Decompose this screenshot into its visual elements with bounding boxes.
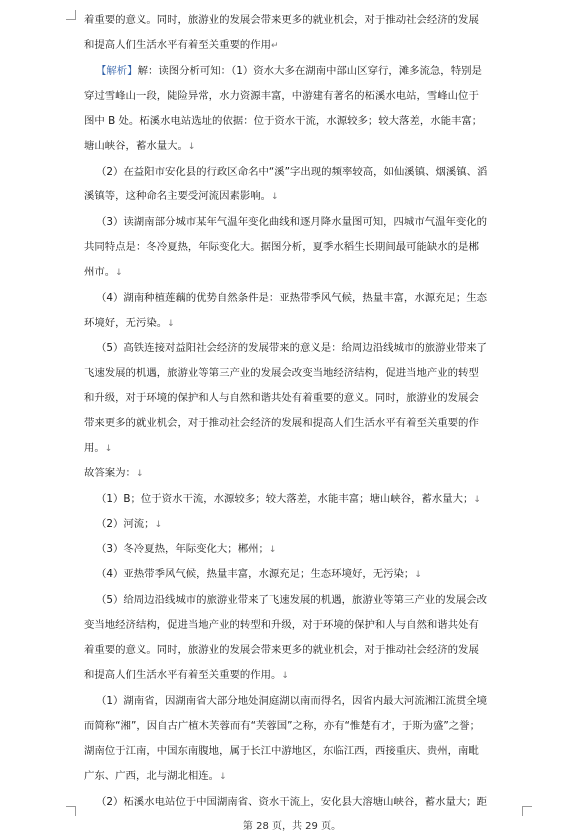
text-line: 塘山峡谷，蓄水量大。↓: [84, 140, 196, 152]
paragraph-mark-icon: ↓: [268, 545, 277, 555]
text-line: 而简称“湘”，因自古广植木芙蓉而有“芙蓉国”之称，亦有“惟楚有才，于斯为盛”之誉；: [84, 720, 480, 732]
text-line: （4）湖南种植莲藕的优势自然条件是：亚热带季风气候，热量丰富，水源充足；生态: [96, 292, 488, 304]
paragraph-mark-icon: ↓: [167, 319, 175, 329]
page-corner-mark: [522, 806, 532, 816]
analysis-tag: 【解析】: [96, 65, 138, 77]
text-line: 环境好，无污染。↓: [84, 317, 175, 329]
text-line: 用。↓: [84, 442, 113, 454]
answer-line: （1）B；位于资水干流，水源较多；较大落差，水能丰富；塘山峡谷，蓄水量大；↓: [96, 493, 481, 505]
text-line: 和提高人们生活水平有着至关重要的作用。↓: [84, 669, 289, 681]
paragraph-mark-icon: ↵: [271, 41, 279, 51]
paragraph-mark-icon: ↓: [115, 268, 123, 278]
text-line: （2）柘溪水电站位于中国湖南省、资水干流上，安化县大溶塘山峡谷，蓄水量大；距: [96, 796, 488, 808]
text-line: 变当地经济结构，促进当地产业的转型和升级，对于环境的保护和人与自然和谐共处有: [84, 619, 479, 631]
text-line: 带来更多的就业机会，对于推动社会经济的发展和提高人们生活水平有着至关重要的作: [84, 417, 479, 429]
text-line: 着重要的意义。同时，旅游业的发展会带来更多的就业机会，对于推动社会经济的发展: [84, 14, 479, 26]
text-line: （3）读湖南部分城市某年气温年变化曲线和逐月降水量图可知，四城市气温年变化的: [96, 216, 488, 228]
answer-line: （2）河流；↓: [96, 518, 163, 530]
page-footer: 第 28 页，共 29 页。: [242, 821, 342, 832]
text-line: 共同特点是：冬冷夏热，年际变化大。据图分析，夏季水稻生长期间最可能缺水的是郴: [84, 241, 479, 253]
page-corner-mark: [66, 806, 76, 816]
answer-line: （4）亚热带季风气候，热量丰富，水源充足；生态环境好，无污染；↓: [96, 568, 422, 580]
paragraph-mark-icon: ↓: [219, 772, 227, 782]
text-line: 图中 B 处。柘溪水电站选址的依据：位于资水干流，水源较多；较大落差，水能丰富；: [84, 115, 483, 127]
text-line: （2）在益阳市安化县的行政区命名中“溪”字出现的频率较高，如仙溪镇、烟溪镇、滔: [96, 166, 488, 178]
text-line: 和提高人们生活水平有着至关重要的作用↵: [84, 39, 279, 51]
paragraph-mark-icon: ↓: [414, 570, 422, 580]
paragraph-mark-icon: ↓: [104, 444, 113, 454]
analysis-text: 解：读图分析可知：（1）资水大多在湖南中部山区穿行，滩多流急，特别是: [137, 65, 482, 77]
text-line: 和升级，对于环境的保护和人与自然和谐共处有着重要的意义。同时，旅游业的发展会: [84, 392, 479, 404]
text-line: 穿过雪峰山一段，陡险异常，水力资源丰富，中游建有著名的柘溪水电站，雪峰山位于: [84, 90, 479, 102]
paragraph-mark-icon: ↓: [281, 671, 289, 681]
paragraph-mark-icon: ↓: [271, 192, 279, 202]
text-line: （1）湖南省，因湖南省大部分地处洞庭湖以南而得名，因省内最大河流湘江流贯全境: [96, 695, 488, 707]
paragraph-mark-icon: ↓: [473, 495, 481, 505]
answer-line: （3）冬冷夏热，年际变化大；郴州；↓: [96, 543, 277, 555]
text-line: （5）高铁连接对益阳社会经济的发展带来的意义是：给周边沿线城市的旅游业带来了: [96, 342, 488, 354]
text-line: 溪镇等，这种命名主要受河流因素影响。↓: [84, 190, 279, 202]
text-line: 州市。↓: [84, 266, 123, 278]
text-line: 着重要的意义。同时，旅游业的发展会带来更多的就业机会，对于推动社会经济的发展: [84, 644, 479, 656]
paragraph-mark-icon: ↓: [154, 520, 163, 530]
analysis-line: [96, 64, 514, 78]
text-line: 飞速发展的机遇，旅游业等第三产业的发展会改变当地经济结构，促进当地产业的转型: [84, 367, 479, 379]
paragraph-mark-icon: ↓: [135, 469, 144, 479]
text-line: 湖南位于江南，中国东南腹地，属于长江中游地区，东临江西，西接重庆、贵州，南毗: [84, 745, 479, 757]
page-corner-mark: [66, 10, 76, 20]
paragraph-mark-icon: ↓: [187, 142, 196, 152]
answer-heading: 故答案为：↓: [84, 467, 144, 479]
text-line: 广东、广西，北与湖北相连。↓: [84, 770, 227, 782]
answer-line: （5）给周边沿线城市的旅游业带来了飞速发展的机遇，旅游业等第三产业的发展会改: [96, 594, 488, 606]
